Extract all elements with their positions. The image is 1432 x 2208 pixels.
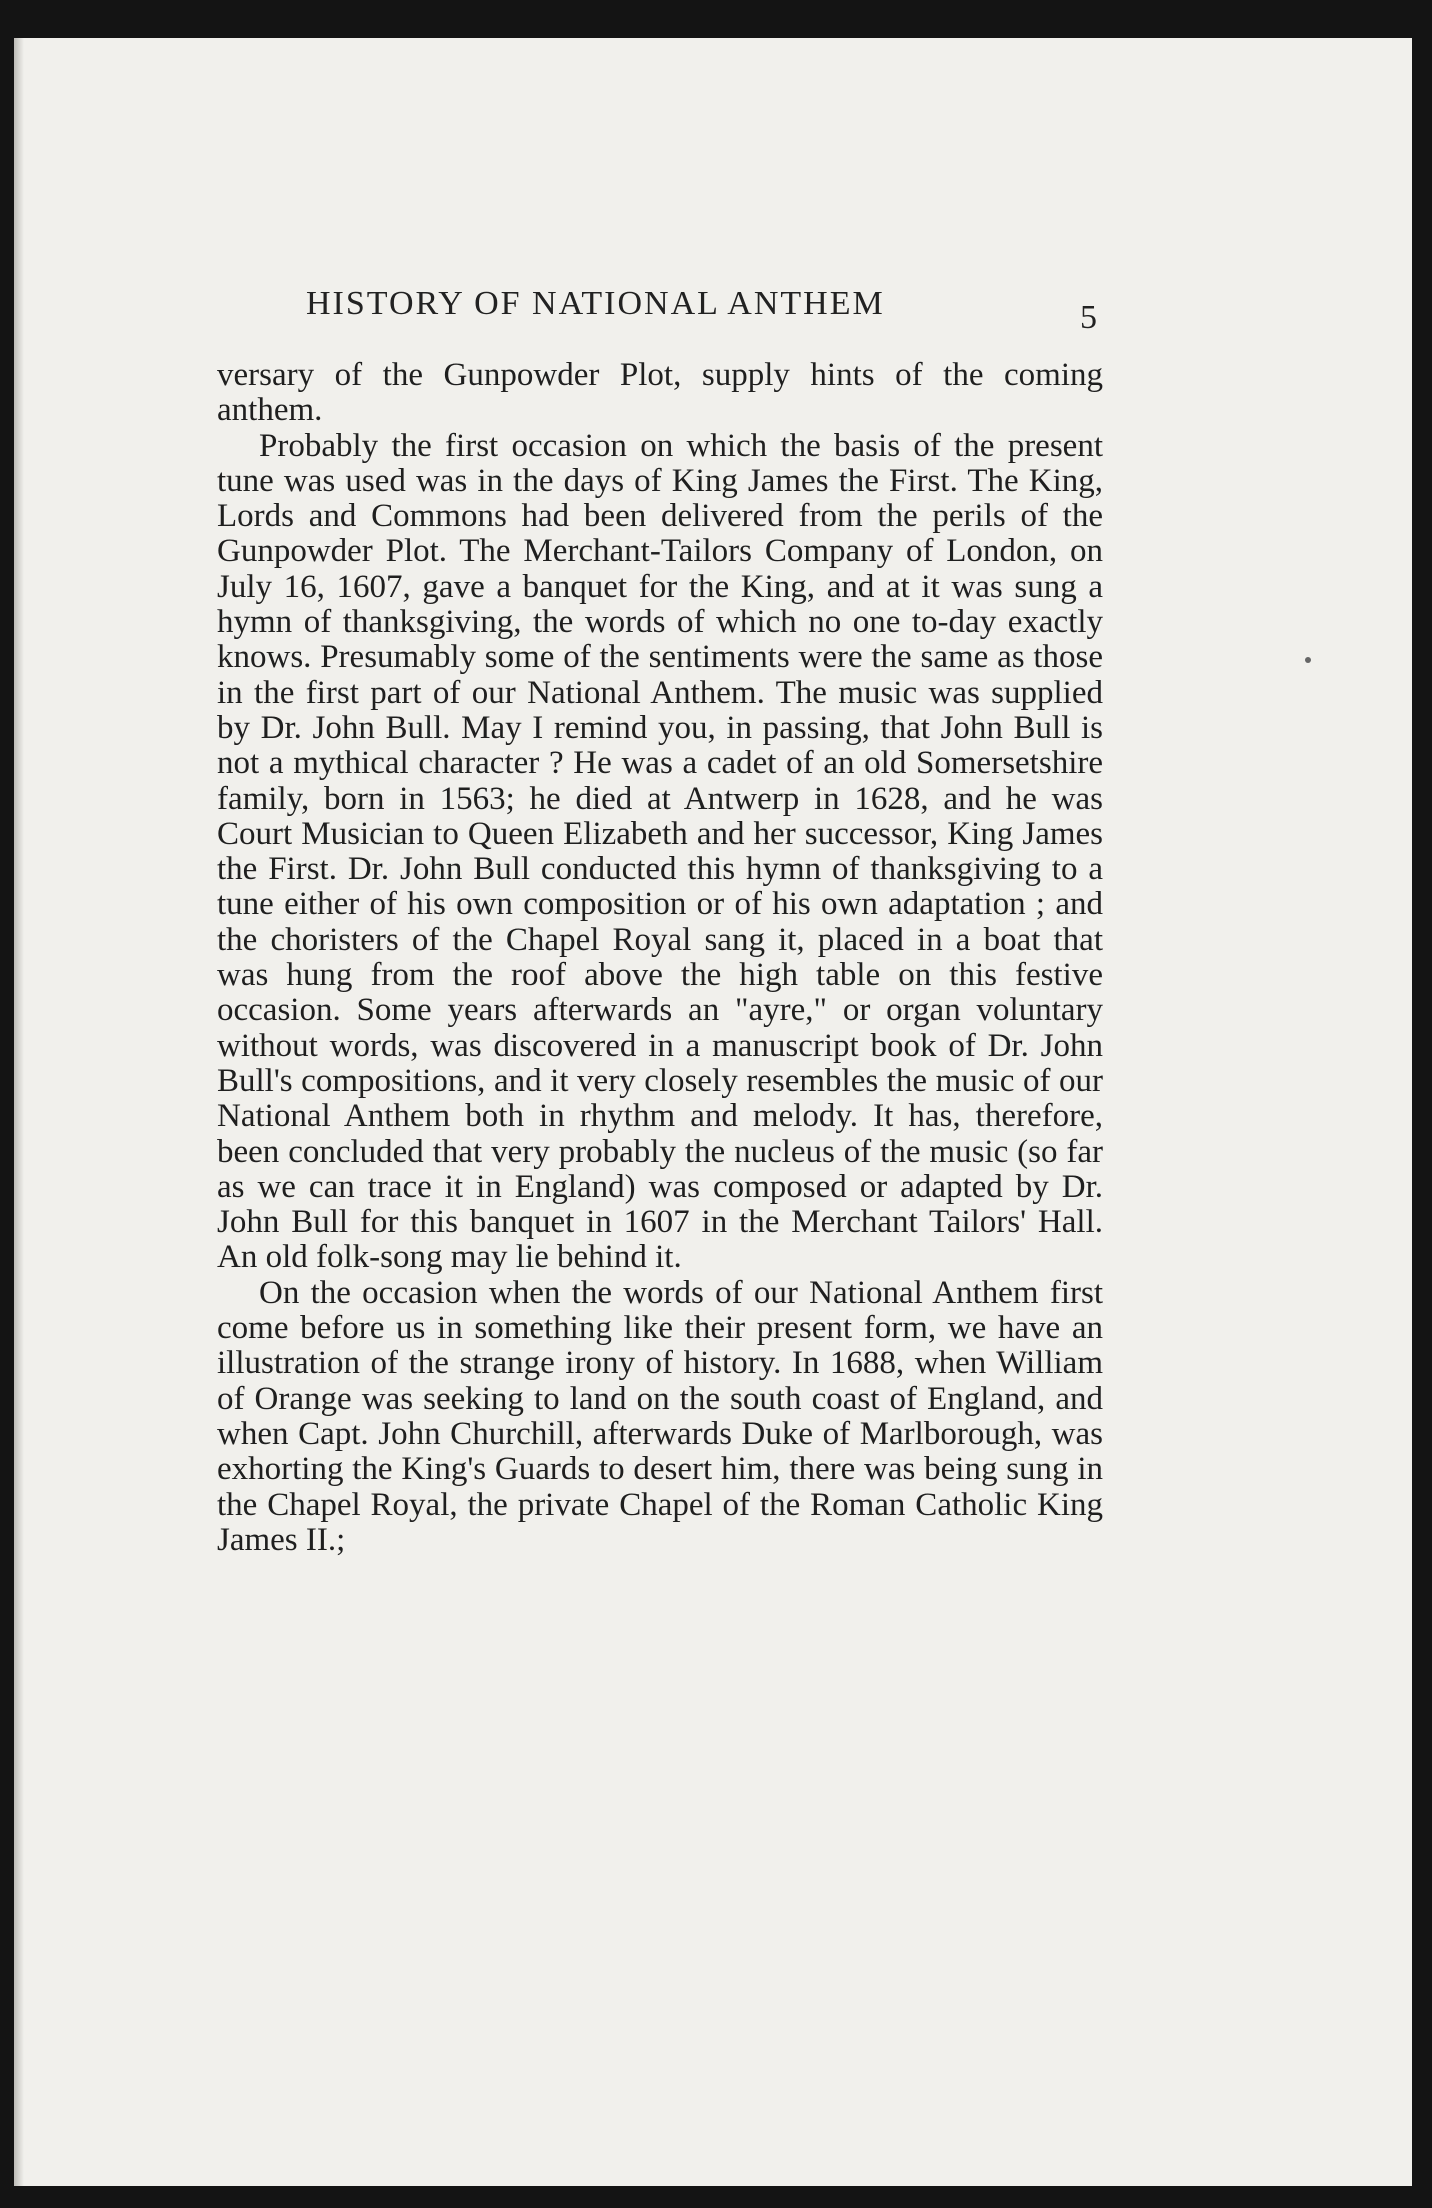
body-text [217,358,1103,1558]
page-number: 5 [1080,299,1097,336]
page-gutter [14,38,24,2186]
paragraph-john-bull: Probably the first occasion on which the basis of the present tune was used was in the days of King James the First. The King, Lords and Commons had been delivered from the perils of the Gunpowder Plot. The Merchant-Tailors Company of London, on July 16, 1607, gave a banquet for the King, and at it was sung a hymn of thanksgiving, the words of which no one to-day exactly knows. Presumably some of the sentiments were the same as those in the first part of our National Anthem. The music was supplied by Dr. John Bull. May I remind you, in passing, that John Bull is not a mythical character ? He was a cadet of an old Somersetshire family, born in 1563; he died at Antwerp in 1628, and he was Court Musician to Queen Elizabeth and her successor, King James the First. Dr. John Bull conducted this hymn of thanksgiving to a tune either of his own composition or of his own adaptation ; and the choristers of the Chapel Royal sang it, placed in a boat that was hung from the roof above the high table on this festive occasion. Some years afterwards an "ayre," or organ voluntary without words, was discovered in a manuscript book of Dr. John Bull's compositions, and it very closely resembles the music of our National Anthem both in rhythm and melody. It has, therefore, been concluded that very probably the nucleus of the music (so far as we can trace it in England) was composed or adapted by Dr. John Bull for this banquet in 1607 in the Merchant Tailors' Hall. An old folk-song may lie behind it. [217,427,1103,1276]
paragraph-continuation: versary of the Gunpowder Plot, supply hints of the coming anthem. [217,357,1103,429]
page-header [306,285,1106,336]
scan-speck [1305,657,1311,663]
running-head: HISTORY OF NATIONAL ANTHEM [306,285,885,322]
paragraph-1688: On the occasion when the words of our National Anthem first come before us in something like their present form, we have an illustration of the strange irony of history. In 1688, when William of Orange was seeking to land on the south coast of England, and when Capt. John Churchill, afterwards Duke of Marlborough, was exhorting the King's Guards to desert him, there was being sung in the Chapel Royal, the private Chapel of the Roman Catholic King James II.; [217,1274,1103,1558]
